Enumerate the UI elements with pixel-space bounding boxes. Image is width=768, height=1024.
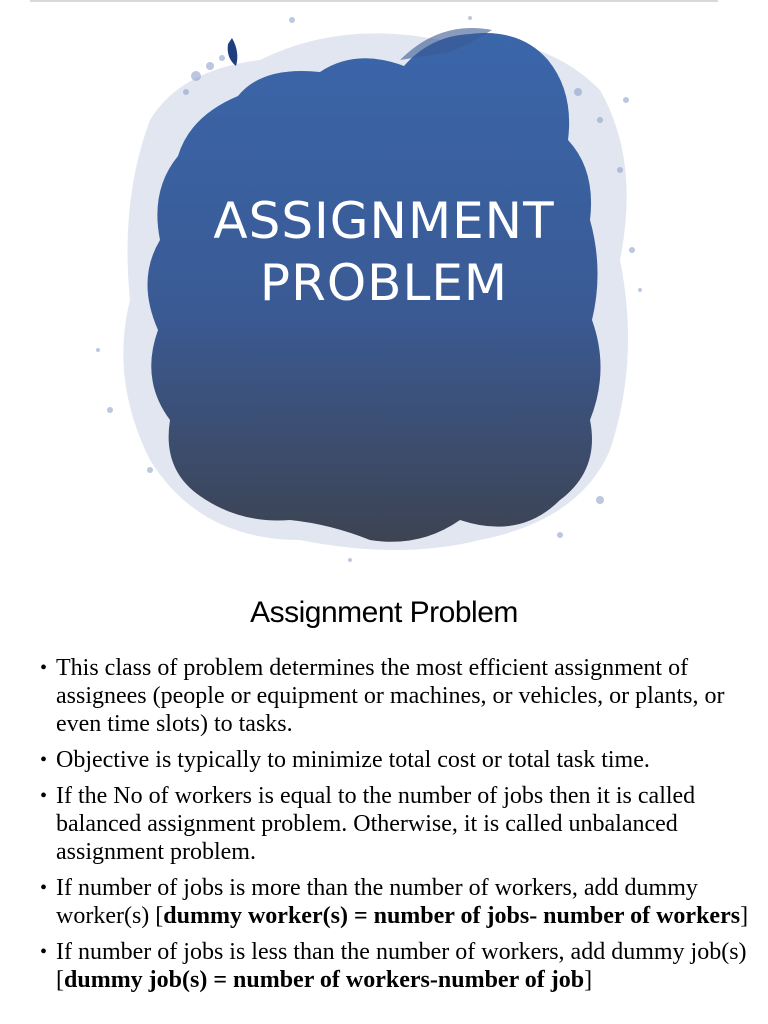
bullet-icon: •: [40, 657, 48, 679]
slide-title: [184, 190, 584, 314]
bullet-text: If number of jobs is more than the number of workers, add dummy worker(s) [: [56, 875, 698, 929]
bullet-text: If the No of workers is equal to the number of jobs then it is called balanced assignment problem. Otherwise, it is called unbalanced assignment problem.: [56, 783, 696, 865]
bullet-item: [38, 938, 754, 994]
bullet-formula: dummy job(s) = number of workers-number of job: [64, 967, 585, 993]
bullet-text: Objective is typically to minimize total cost or total task time.: [56, 747, 650, 773]
bullet-icon: •: [40, 749, 48, 771]
title-line-1: ASSIGNMENT: [213, 192, 555, 250]
title-line-2: PROBLEM: [259, 254, 509, 312]
bullet-icon: •: [40, 877, 48, 899]
bullet-item: [38, 654, 754, 738]
bullet-icon: •: [40, 785, 48, 807]
splatter-drip: [228, 38, 238, 66]
slide-heading: Assignment Problem: [250, 596, 518, 629]
bullet-text: If number of jobs is less than the number of workers, add dummy job(s) [: [56, 939, 747, 993]
bullet-item: [38, 874, 754, 930]
bullet-text: This class of problem determines the most efficient assignment of assignees (people or equipment or machines, or vehicles, or plants, or even time slots) to tasks.: [56, 655, 725, 737]
bullet-item: [38, 746, 754, 774]
bullet-formula: dummy worker(s) = number of jobs- number of workers: [163, 903, 741, 929]
content-slide: [0, 576, 768, 1024]
bullet-text-end: ]: [740, 903, 749, 929]
bullet-item: [38, 782, 754, 866]
bullet-list: [38, 654, 754, 1002]
bullet-text-end: ]: [584, 967, 593, 993]
bullet-icon: •: [40, 941, 48, 963]
